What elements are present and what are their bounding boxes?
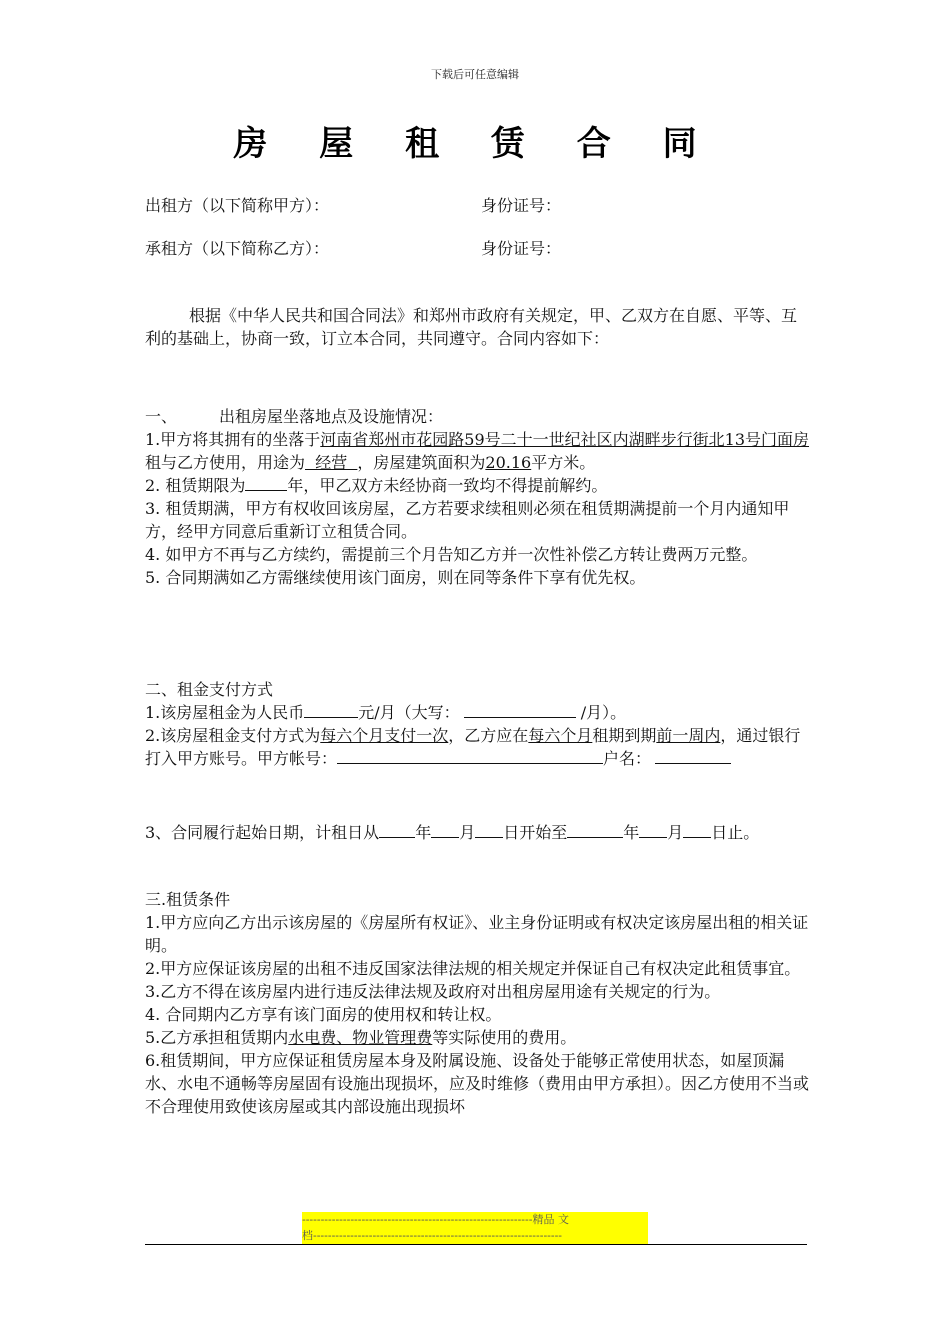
item-text: 日开始至 [503, 823, 568, 842]
lessee-id-label: 身份证号： [481, 239, 562, 258]
account-number-blank [337, 747, 603, 764]
section-2-dates [145, 821, 810, 844]
item-text: ，乙方应在 [448, 726, 529, 745]
lessee-row [145, 236, 562, 259]
footer-banner [302, 1212, 648, 1244]
item-text: 1.该房屋租金为人民币 [145, 703, 305, 722]
item-text: 年 [415, 823, 432, 842]
item-text: 2. 租赁期限为 [145, 476, 246, 495]
section-3-item-5 [145, 1026, 810, 1049]
section-2-heading: 二、租金支付方式 [145, 680, 274, 699]
item-text: ，房屋建筑面积为 [357, 453, 486, 472]
footer-line-1: --------------------------------------------------------------精品 文 [302, 1212, 648, 1228]
lessor-row [145, 193, 562, 216]
section-2-item-1 [145, 701, 810, 724]
utility-fees: 水电费、物业管理费 [288, 1028, 433, 1047]
item-text: 2.该房屋租金支付方式为 [145, 726, 321, 745]
date-blank [379, 821, 415, 838]
section-1-number: 一、 [145, 407, 178, 426]
property-area: 20.16 [485, 453, 532, 472]
preamble-paragraph: 根据《中华人民共和国合同法》和郑州市政府有关规定，甲、乙双方在自愿、平等、互利的基础上，协商一致，订立本合同，共同遵守。合同内容如下： [145, 306, 798, 348]
section-2-item-2 [145, 724, 810, 770]
lessor-label: 出租方（以下简称甲方）： [145, 196, 330, 215]
section-1-item-1 [145, 428, 810, 474]
property-use: 经营 [305, 453, 358, 472]
rent-amount-words-blank [464, 701, 576, 718]
item-text: 1.甲方将其拥有的坐落于 [145, 430, 321, 449]
item-text: 日止。 [711, 823, 760, 842]
item-text: 月 [459, 823, 476, 842]
account-name-blank [655, 747, 731, 764]
section-3 [145, 888, 810, 1118]
start-date-clause [145, 821, 810, 844]
section-1-item-5: 5. 合同期满如乙方需继续使用该门面房，则在同等条件下享有优先权。 [145, 568, 646, 587]
item-text: 3、合同履行起始日期，计租日从 [145, 823, 380, 842]
footer-line-2: 档------------------------------------------------------------------- [302, 1228, 648, 1244]
item-text: 元/月（大写： [358, 703, 460, 722]
date-blank [475, 821, 503, 838]
section-3-item-2: 2.甲方应保证该房屋的出租不违反国家法律法规的相关规定并保证自己有权决定此租赁事宜。 [145, 959, 801, 978]
preamble-block [145, 304, 810, 350]
footer-divider [145, 1244, 807, 1245]
section-3-item-1: 1.甲方应向乙方出示该房屋的《房屋所有权证》、业主身份证明或有权决定该房屋出租的相关证明。 [145, 913, 809, 955]
date-blank [567, 821, 623, 838]
section-3-item-6: 6.租赁期间，甲方应保证租赁房屋本身及附属设施、设备处于能够正常使用状态，如屋顶漏水、水电不通畅等房屋固有设施出现损坏，应及时维修（费用由甲方承担）。因乙方使用不当或不合理使用致使该房屋或其内部设施出现损坏 [145, 1051, 810, 1116]
payment-period: 每六个月 [528, 726, 593, 745]
section-1-title: 出租房屋坐落地点及设施情况： [219, 407, 444, 426]
section-3-item-4: 4. 合同期内乙方享有该门面房的使用权和转让权。 [145, 1005, 502, 1024]
section-1 [145, 405, 810, 589]
item-text: 月 [667, 823, 684, 842]
item-text: /月）。 [575, 703, 627, 722]
item-text: 等实际使用的费用。 [432, 1028, 577, 1047]
item-text: 户名： [603, 749, 652, 768]
section-3-heading: 三.租赁条件 [145, 890, 231, 909]
payment-deadline: 前一周内 [656, 726, 721, 745]
payment-frequency: 每六个月支付一次 [320, 726, 449, 745]
section-1-item-3: 3. 租赁期满，甲方有权收回该房屋，乙方若要求续租则必须在租赁期满提前一个月内通知甲方，经甲方同意后重新订立租赁合同。 [145, 499, 790, 541]
item-text: ，通过银行打入甲方账号。甲方帐号： [145, 726, 801, 768]
section-1-item-4: 4. 如甲方不再与乙方续约，需提前三个月告知乙方并一次性补偿乙方转让费两万元整。 [145, 545, 758, 564]
item-text: 租与乙方使用，用途为 [145, 453, 306, 472]
date-blank [683, 821, 711, 838]
lessor-id-label: 身份证号： [481, 196, 562, 215]
item-text: 年，甲乙双方未经协商一致均不得提前解约。 [287, 476, 608, 495]
document-title: 房 屋 租 赁 合 同 [233, 124, 717, 164]
item-text: 5.乙方承担租赁期内 [145, 1028, 289, 1047]
lease-term-blank [245, 474, 287, 491]
header-note: 下载后可任意编辑 [431, 68, 519, 81]
item-text: 年 [623, 823, 640, 842]
rent-amount-blank [304, 701, 358, 718]
section-2 [145, 678, 810, 770]
item-text: 平方米。 [531, 453, 596, 472]
lessee-label: 承租方（以下简称乙方）： [145, 239, 330, 258]
section-3-item-3: 3.乙方不得在该房屋内进行违反法律法规及政府对出租房屋用途有关规定的行为。 [145, 982, 721, 1001]
item-text: 租期到期 [592, 726, 657, 745]
section-1-heading [145, 405, 810, 428]
property-address: 河南省郑州市花园路59号二十一世纪社区内湖畔步行街北13号门面房 [320, 430, 810, 449]
section-1-item-2 [145, 474, 810, 497]
date-blank [639, 821, 667, 838]
date-blank [431, 821, 459, 838]
